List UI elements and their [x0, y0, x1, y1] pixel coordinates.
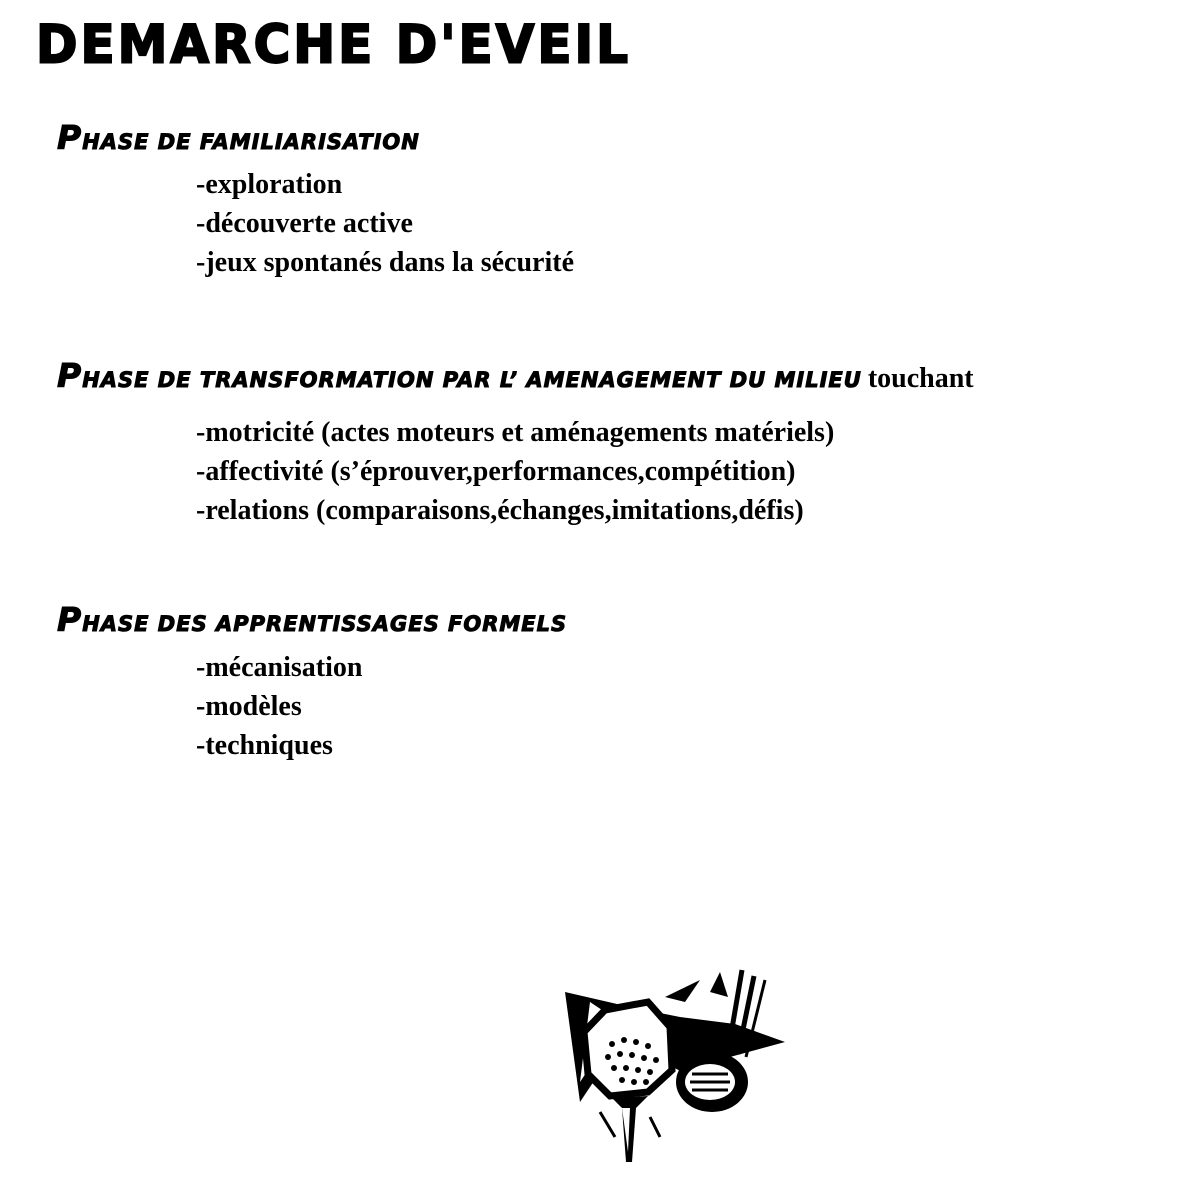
- phase-heading-initial: P: [57, 118, 83, 157]
- list-item: -modèles: [196, 691, 302, 722]
- list-item: -affectivité (s’éprouver,performances,compétition): [196, 456, 796, 487]
- phase-items: [196, 413, 834, 530]
- phase-heading-text: HASE DE FAMILIARISATION: [82, 130, 420, 154]
- phase-items: [196, 165, 574, 282]
- list-item: -relations (comparaisons,échanges,imitations,défis): [196, 495, 804, 526]
- phase-heading: [57, 356, 974, 395]
- list-item: -découverte active: [196, 208, 413, 239]
- list-item: -exploration: [196, 169, 343, 200]
- list-item: -motricité (actes moteurs et aménagements matériels): [196, 417, 835, 448]
- phase-heading-initial: P: [57, 356, 83, 395]
- phase-heading-text: HASE DE TRANSFORMATION PAR L’ AMENAGEMENT DU MILIEU: [82, 368, 862, 392]
- list-item: -mécanisation: [196, 652, 363, 683]
- phase-heading: [57, 118, 420, 157]
- phase-heading: [57, 600, 567, 639]
- list-item: -techniques: [196, 730, 333, 761]
- list-item: -jeux spontanés dans la sécurité: [196, 247, 575, 278]
- phase-heading-text: HASE DES APPRENTISSAGES FORMELS: [82, 612, 568, 636]
- phase-items: [196, 648, 362, 765]
- phase-heading-initial: P: [57, 600, 83, 639]
- document-title: DEMARCHE D'EVEIL: [36, 14, 631, 75]
- phase-heading-suffix: touchant: [867, 363, 974, 394]
- golf-ball-and-club-icon: [560, 962, 790, 1177]
